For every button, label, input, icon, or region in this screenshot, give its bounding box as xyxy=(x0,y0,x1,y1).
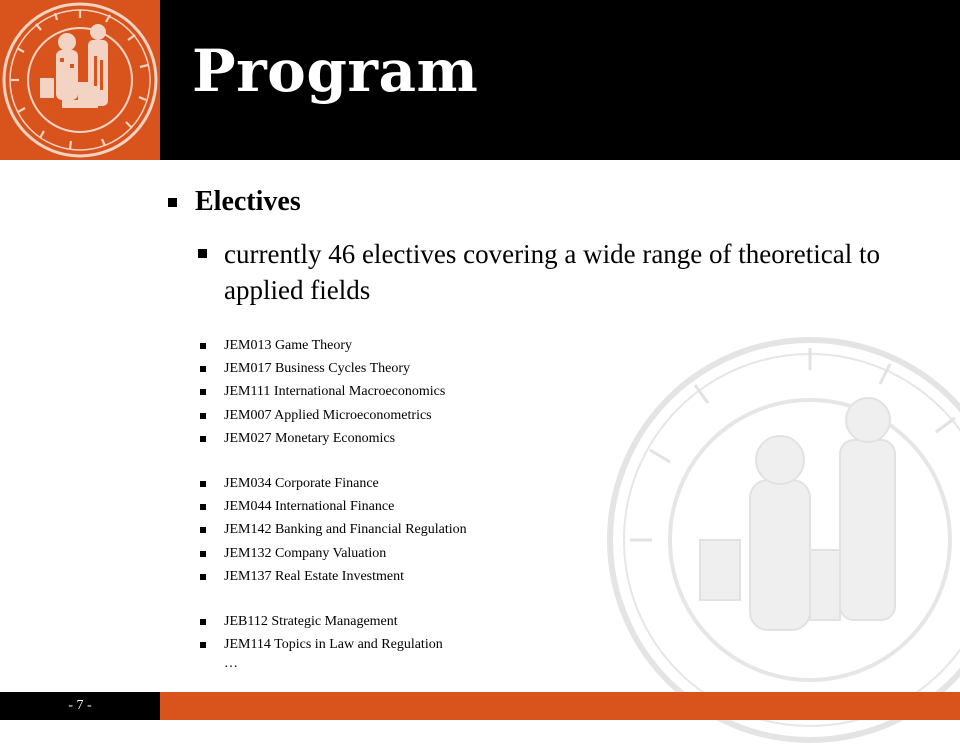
square-bullet-icon xyxy=(200,527,206,533)
square-bullet-icon xyxy=(200,551,206,557)
square-bullet-icon xyxy=(200,642,206,648)
list-item xyxy=(200,472,467,495)
course-list xyxy=(200,334,467,678)
course-group xyxy=(200,472,467,589)
heading-text: Electives xyxy=(195,186,301,217)
slide-title: Program xyxy=(192,37,479,105)
square-bullet-icon xyxy=(168,198,177,207)
seal-logo-icon xyxy=(0,0,160,160)
seal-watermark-icon xyxy=(600,330,960,750)
course-label: JEM017 Business Cycles Theory xyxy=(224,361,411,377)
list-item xyxy=(200,495,467,518)
list-item xyxy=(200,357,467,380)
electives-summary xyxy=(198,236,898,308)
course-label: JEM137 Real Estate Investment xyxy=(224,569,405,585)
list-item xyxy=(200,566,467,589)
course-group xyxy=(200,610,467,657)
more-items-ellipsis: … xyxy=(224,656,238,671)
square-bullet-icon xyxy=(200,413,206,419)
square-bullet-icon xyxy=(200,436,206,442)
list-item xyxy=(200,633,467,656)
list-item xyxy=(200,610,467,633)
square-bullet-icon xyxy=(200,343,206,349)
square-bullet-icon xyxy=(200,366,206,372)
square-bullet-icon xyxy=(198,249,207,258)
course-label: JEM007 Applied Microeconometrics xyxy=(224,407,432,423)
list-item xyxy=(200,334,467,357)
course-label: JEM111 International Macroeconomics xyxy=(224,384,446,400)
page-number: - 7 - xyxy=(0,692,160,720)
course-label: JEM044 International Finance xyxy=(224,499,395,515)
footer-bar xyxy=(160,692,960,720)
list-item xyxy=(200,542,467,565)
list-item xyxy=(200,428,467,451)
university-seal xyxy=(0,0,160,160)
square-bullet-icon xyxy=(200,574,206,580)
course-label: JEB112 Strategic Management xyxy=(224,613,398,629)
course-group xyxy=(200,334,467,451)
square-bullet-icon xyxy=(200,481,206,487)
electives-heading xyxy=(168,186,301,218)
course-label: JEM132 Company Valuation xyxy=(224,545,387,561)
course-label: JEM114 Topics in Law and Regulation xyxy=(224,636,443,652)
summary-text: currently 46 electives covering a wide range of theoretical to applied fields xyxy=(224,239,880,305)
course-label: JEM034 Corporate Finance xyxy=(224,475,379,491)
list-item xyxy=(200,381,467,404)
square-bullet-icon xyxy=(200,504,206,510)
course-label: JEM013 Game Theory xyxy=(224,337,353,353)
course-label: JEM027 Monetary Economics xyxy=(224,431,396,447)
square-bullet-icon xyxy=(200,619,206,625)
list-item xyxy=(200,404,467,427)
course-label: JEM142 Banking and Financial Regulation xyxy=(224,522,467,538)
list-item xyxy=(200,519,467,542)
square-bullet-icon xyxy=(200,389,206,395)
